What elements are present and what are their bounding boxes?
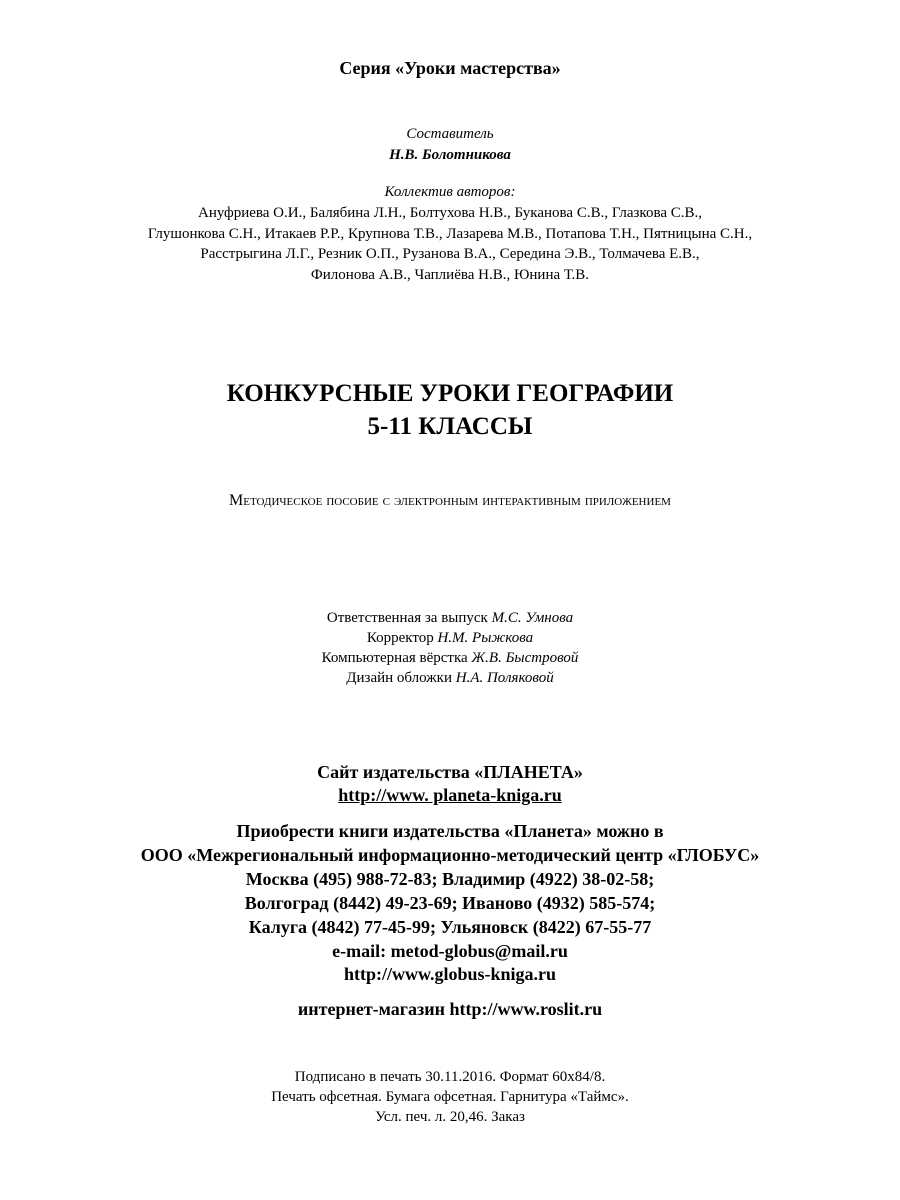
publisher-site-link[interactable]: http://www. planeta-kniga.ru — [338, 785, 562, 805]
imprint-line: Подписано в печать 30.11.2016. Формат 60х84/8. — [294, 1069, 606, 1085]
authors-line: Глушонкова С.Н., Итакаев Р.Р., Крупнова Т.В., Лазарева М.В., Потапова Т.Н., Пятницына С.Н., — [147, 226, 753, 242]
credit-line — [0, 610, 900, 627]
authors-line: Ануфриева О.И., Балябина Л.Н., Болтухова Н.В., Буканова С.В., Глазкова С.В., — [197, 205, 703, 221]
credit-role: Компьютерная вёрстка — [321, 650, 468, 666]
email-link[interactable]: e-mail: metod-globus@mail.ru — [332, 941, 568, 961]
authors-line: Филонова А.В., Чаплиёва Н.В., Юнина Т.В. — [310, 267, 590, 283]
credit-line — [0, 650, 900, 667]
imprint-line: Усл. печ. л. 20,46. Заказ — [375, 1109, 525, 1125]
buy-line: Калуга (4842) 77-45-99; Ульяновск (8422) 67-55-77 — [248, 917, 652, 937]
compiler-label: Составитель — [406, 126, 494, 142]
credit-name: Ж.В. Быстровой — [471, 650, 579, 666]
series-title: Серия «Уроки мастерства» — [339, 58, 561, 78]
authors-line: Расстрыгина Л.Г., Резник О.П., Рузанова В.А., Середина Э.В., Толмачева Е.В., — [200, 246, 700, 262]
credit-line — [0, 670, 900, 687]
credit-role: Дизайн обложки — [346, 670, 452, 686]
imprint-line: Печать офсетная. Бумага офсетная. Гарнитура «Таймс». — [271, 1089, 629, 1105]
credit-role: Корректор — [366, 630, 434, 646]
buy-line: Волгоград (8442) 49-23-69; Иваново (4932) 585-574; — [244, 893, 656, 913]
credit-name: Н.А. Поляковой — [455, 670, 554, 686]
book-grades: 5-11 КЛАССЫ — [367, 413, 533, 440]
authors-label: Коллектив авторов: — [384, 184, 516, 200]
credit-name: Н.М. Рыжкова — [437, 630, 534, 646]
buy-line: Приобрести книги издательства «Планета» можно в — [236, 821, 664, 841]
buy-line: ООО «Межрегиональный информационно-методический центр «ГЛОБУС» — [140, 845, 760, 865]
buy-line: Москва (495) 988-72-83; Владимир (4922) 38-02-58; — [245, 869, 655, 889]
credit-role: Ответственная за выпуск — [326, 610, 488, 626]
online-shop-link[interactable]: интернет-магазин http://www.roslit.ru — [297, 999, 603, 1019]
globus-link[interactable]: http://www.globus-kniga.ru — [343, 964, 557, 984]
credit-name: М.С. Умнова — [491, 610, 574, 626]
publisher-site-label: Сайт издательства «ПЛАНЕТА» — [317, 762, 583, 782]
book-subtitle: Методическое пособие с электронным интерактивным приложением — [229, 492, 671, 509]
compiler-name: Н.В. Болотникова — [389, 147, 511, 163]
book-title: КОНКУРСНЫЕ УРОКИ ГЕОГРАФИИ — [226, 380, 674, 407]
credit-line — [0, 630, 900, 647]
